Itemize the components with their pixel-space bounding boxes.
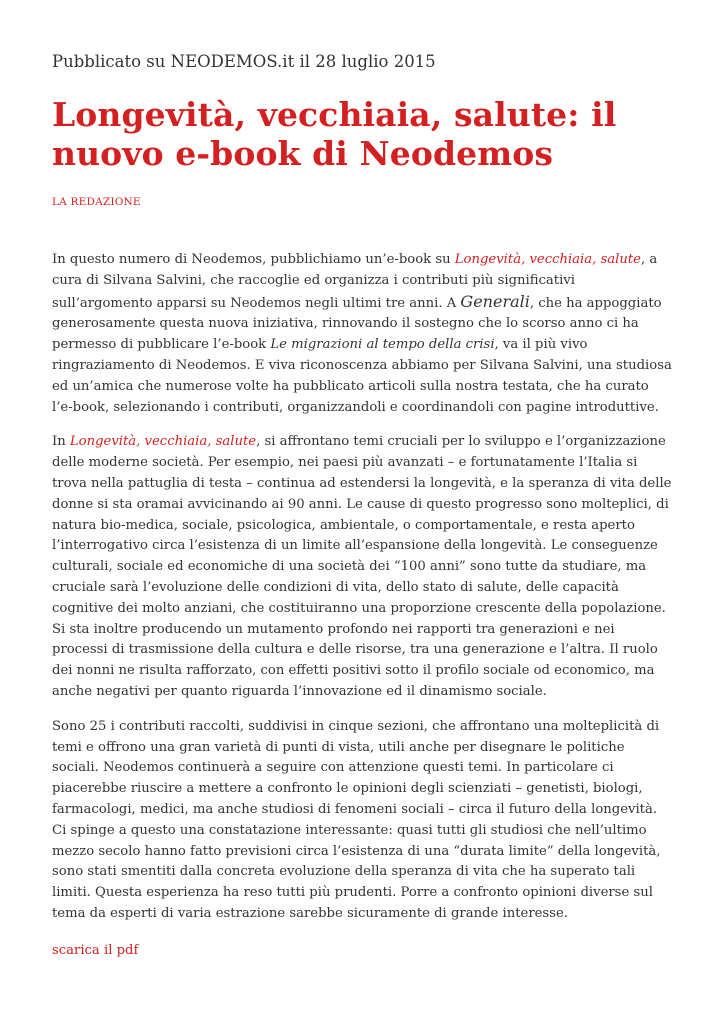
ebook-title-link[interactable]: Longevità, vecchiaia, salute	[454, 252, 641, 267]
article-title: Longevità, vecchiaia, salute: il nuovo e-book di Neodemos	[52, 95, 617, 173]
p2-text-b: , si affrontano temi cruciali per lo sviluppo e l’organizzazione delle moderne società. Per esempio, nei paesi più avanzati – e fortunatamente l’Italia si trova nella pattuglia di testa – continua ad estendersi la longevità, e la speranza di vita delle donne si sta oramai avvicinando ai 90 anni. Le cause di questo progresso sono molteplici, di natura bio-medica, sociale, psicologica, ambientale, o comportamentale, e resta aperto l’interrogativo circa l’esistenza di un limite all’espansione della longevità. Le conseguenze culturali, sociale ed economiche di una società dei “100 anni” sono tutte da studiare, ma cruciale sarà l’evoluzione delle condizioni di vita, dello stato di salute, delle capacità cognitive dei molto anziani, che costituiranno una proporzione crescente della popolazione. Si sta inoltre producendo un mutamento profondo nei rapporti tra generazioni e nei processi di trasmissione della cultura e delle risorse, tra una generazione e l’altra. Il ruolo dei nonni ne risulta rafforzato, con effetti positivi sotto il profilo sociale od economico, ma anche negativi per quanto riguarda l’innovazione ed il dinamismo sociale.	[52, 434, 672, 699]
p1-text-d: , va il più vivo ringraziamento di Neodemos. E viva riconoscenza abbiamo per Silvana Salvini, una studiosa ed un’amica che numerose volte ha pubblicato articoli sulla nostra testata, che ha curato l’e-book, selezionando i contributi, organizzandoli e coordinandoli con pagine introduttive.	[52, 337, 672, 415]
p2-text-a: In	[52, 434, 70, 450]
previous-ebook-title: Le migrazioni al tempo della crisi	[270, 337, 495, 353]
paragraph-1	[52, 250, 672, 418]
publication-line: Pubblicato su NEODEMOS.it il 28 luglio 2015	[52, 52, 436, 71]
p1-text-c: , che ha appoggiato generosamente questa nuova iniziativa, rinnovando il sostegno che lo scorso anno ci ha permesso di pubblicare l’e-book	[52, 295, 662, 353]
p1-text-b: , a cura di Silvana Salvini, che raccoglie ed organizza i contributi più significativi sull’argomento apparsi su Neodemos negli ultimi tre anni. A	[52, 252, 658, 311]
download-pdf-link[interactable]: scarica il pdf	[52, 942, 139, 958]
p1-text-a: In questo numero di Neodemos, pubblichiamo un’e-book su	[52, 252, 455, 267]
ebook-title-link-2[interactable]: Longevità, vecchiaia, salute	[69, 434, 257, 450]
paragraph-3: Sono 25 i contributi raccolti, suddivisi in cinque sezioni, che affrontano una molteplicità di temi e offrono una gran varietà di punti di vista, utili anche per disegnare le politiche sociali. Neodemos continuerà a seguire con attenzione questi temi. In particolare ci piacerebbe riuscire a mettere a confronto le opinioni degli scienziati – genetisti, biologi, farmacologi, medici, ma anche studiosi di fenomeni sociali – circa il futuro della longevità. Ci spinge a questo una constatazione interessante: quasi tutti gli studiosi che nell’ultimo mezzo secolo hanno fatto previsioni circa l’esistenza di una “durata limite” della longevità, sono stati smentiti dalla concreta evoluzione della speranza di vita che ha superato tali limiti. Questa esperienza ha reso tutti più prudenti. Porre a confronto opinioni diverse sul tema da esperti di varia estrazione sarebbe sicuramente di grande interesse.	[52, 718, 661, 921]
article-body	[52, 250, 672, 958]
paragraph-2	[52, 432, 672, 702]
sponsor-name: Generali	[460, 291, 530, 311]
article-author-link[interactable]: LA REDAZIONE	[52, 196, 141, 208]
